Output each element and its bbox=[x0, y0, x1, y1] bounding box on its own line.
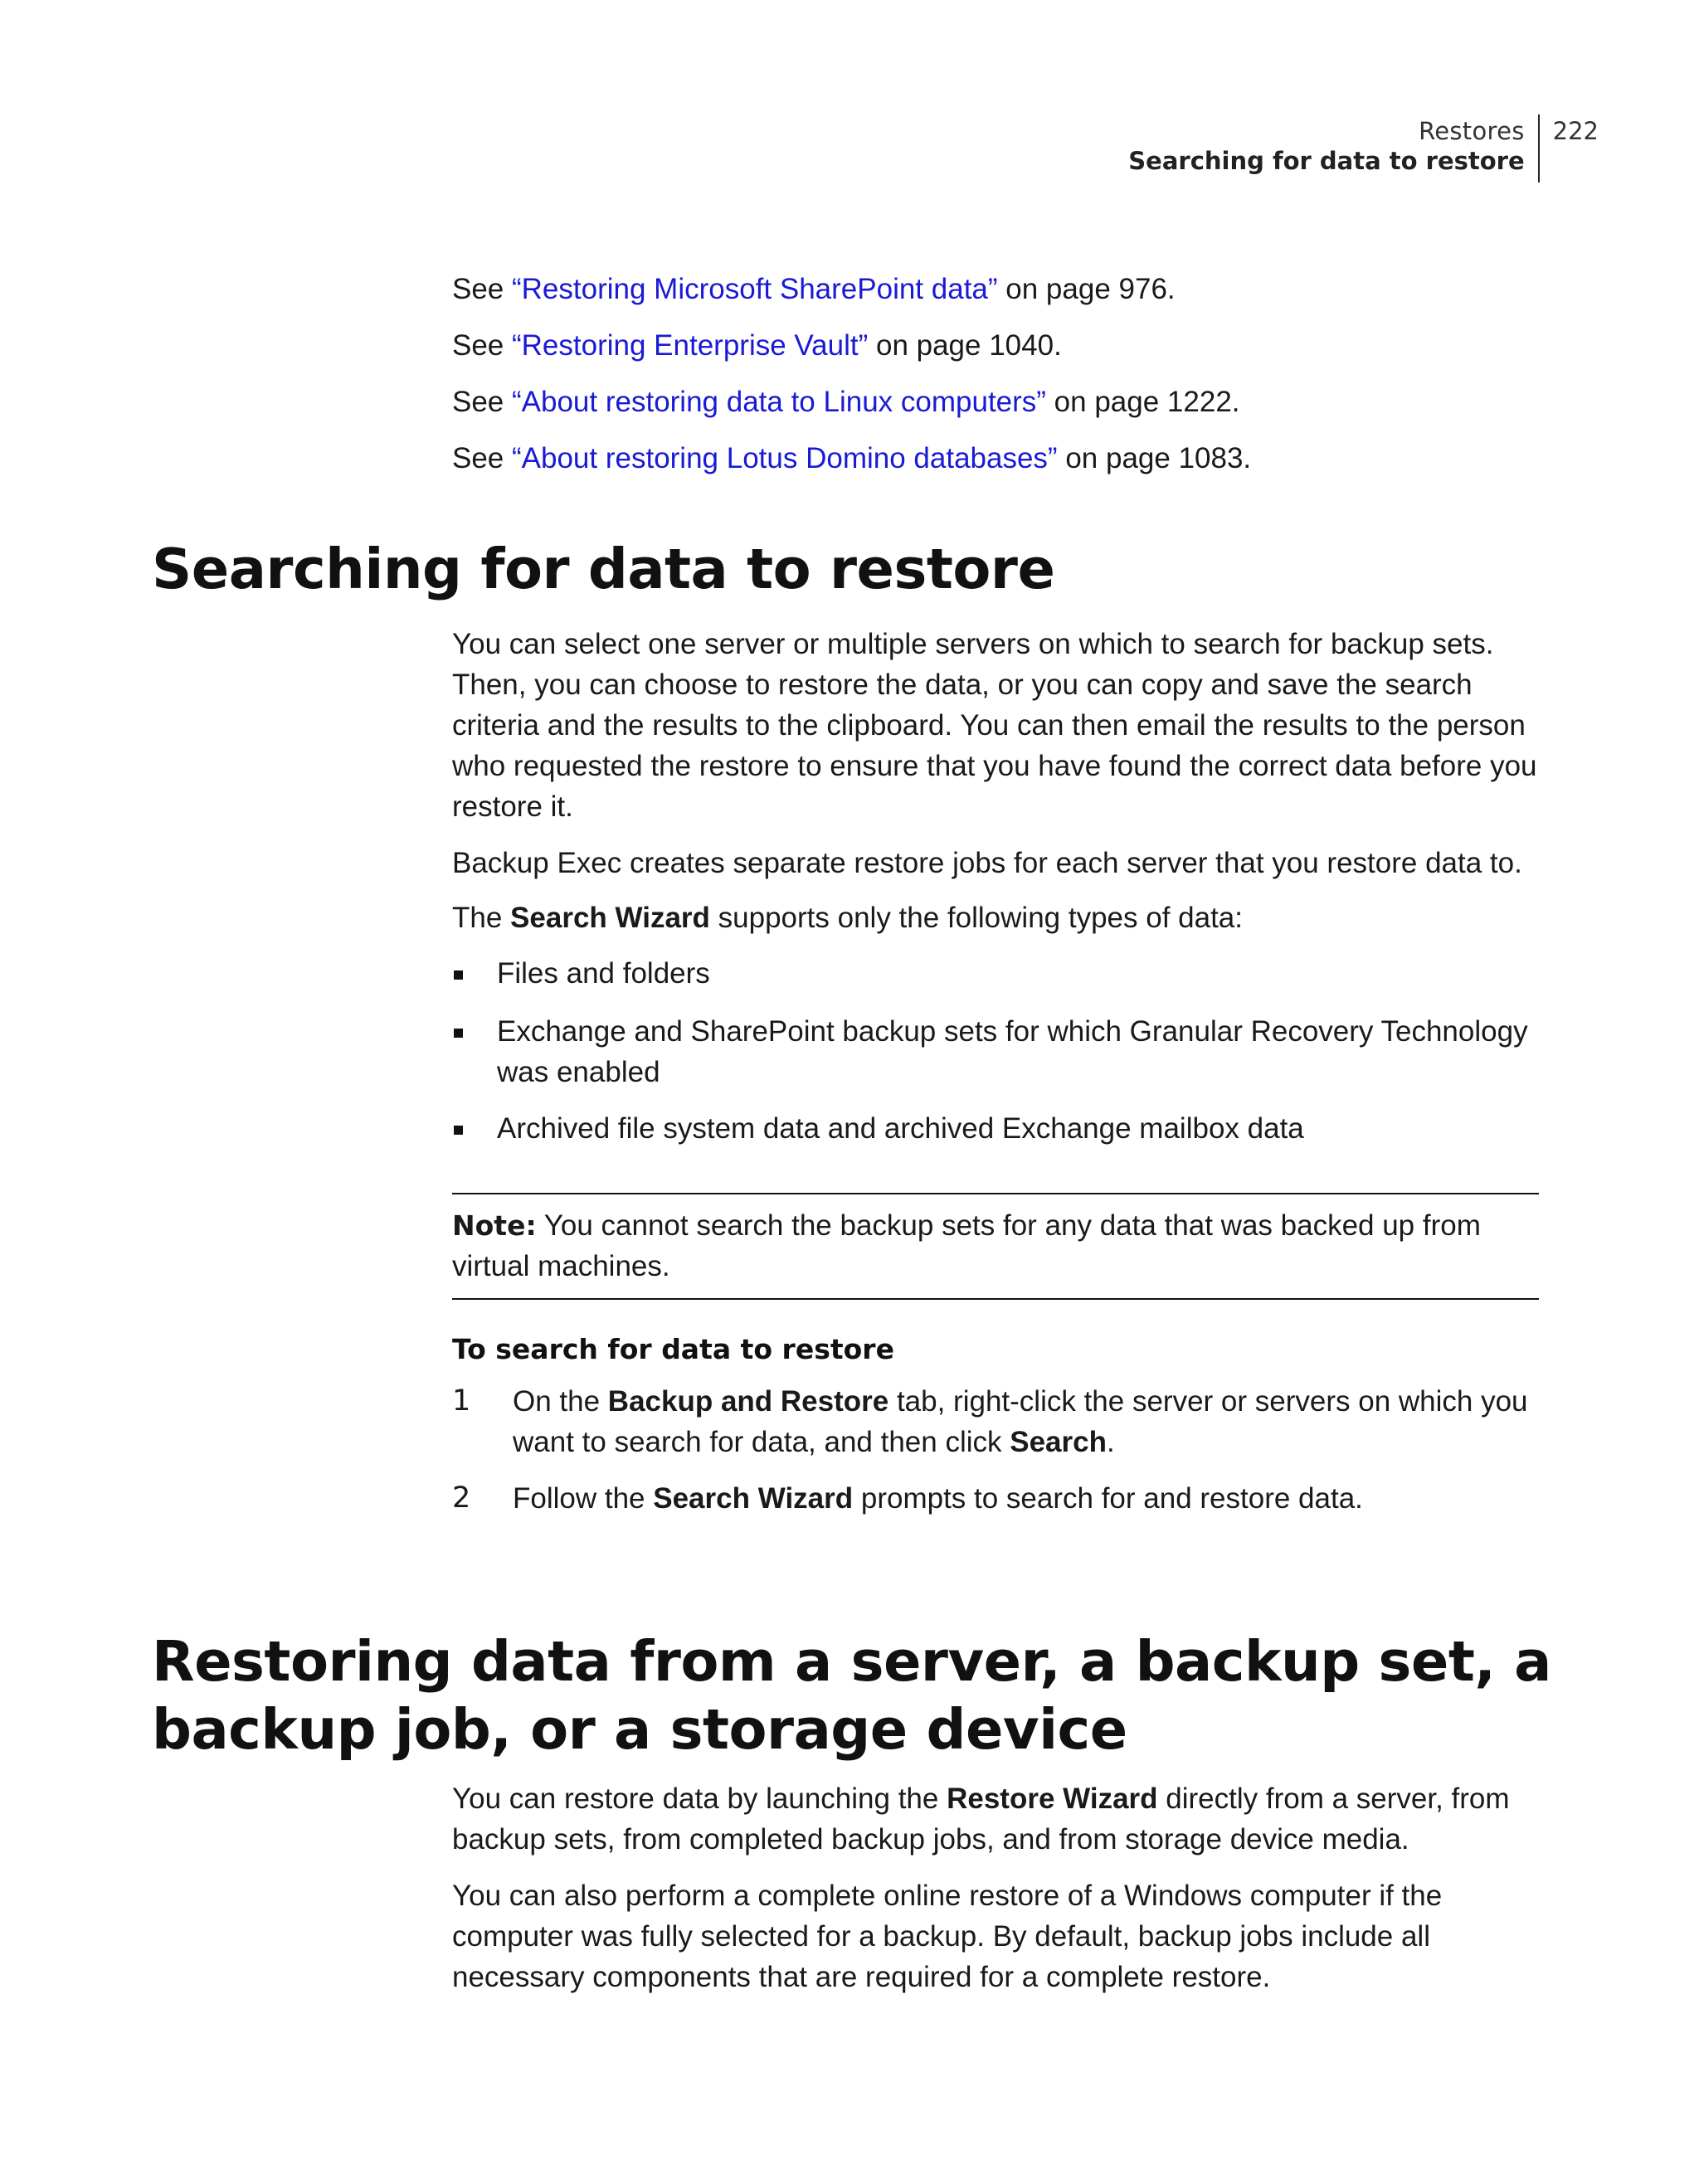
list-item bbox=[452, 1108, 1539, 1149]
ui-term: Backup and Restore bbox=[607, 1385, 889, 1418]
text-run: prompts to search for and restore data. bbox=[853, 1482, 1363, 1515]
text-run: The bbox=[452, 902, 511, 934]
step-item bbox=[452, 1381, 1539, 1462]
see-prefix: See bbox=[452, 442, 512, 474]
text-run: Follow the bbox=[513, 1482, 654, 1515]
running-header bbox=[1128, 114, 1599, 182]
list-item bbox=[452, 953, 1539, 994]
see-prefix: See bbox=[452, 273, 512, 305]
see-prefix: See bbox=[452, 329, 512, 362]
see-also-item bbox=[452, 269, 1539, 309]
section1-body bbox=[452, 624, 1539, 1519]
header-section: Restores bbox=[1419, 117, 1525, 145]
text-run: directly from a server, from backup sets, from completed backup jobs, and from storage device media. bbox=[452, 1783, 1510, 1856]
ui-term: Restore Wizard bbox=[947, 1783, 1158, 1815]
see-suffix: on page 1040. bbox=[868, 329, 1062, 362]
bullet-icon bbox=[454, 1126, 463, 1135]
bullet-icon bbox=[454, 1029, 463, 1038]
section-heading-restore: Restoring data from a server, a backup set, a backup job, or a storage device bbox=[152, 1629, 1551, 1762]
ui-term: Search Wizard bbox=[510, 902, 710, 934]
note-label: Note: bbox=[452, 1209, 537, 1242]
see-also-item bbox=[452, 382, 1539, 422]
paragraph: You can also perform a complete online restore of a Windows computer if the computer was fully selected for a backup. By default, backup jobs include all necessary components that are required for a complete restore. bbox=[452, 1880, 1443, 1993]
text-run: You can restore data by launching the bbox=[452, 1783, 947, 1815]
note-box bbox=[452, 1193, 1539, 1300]
xref-link-lotus-domino[interactable]: “About restoring Lotus Domino databases” bbox=[512, 442, 1058, 474]
text-run: tab, right-click the server or servers on which you want to search for data, and then click bbox=[513, 1385, 1528, 1458]
paragraph: Backup Exec creates separate restore jobs for each server that you restore data to. bbox=[452, 847, 1522, 879]
list-item bbox=[452, 1011, 1539, 1092]
text-run: . bbox=[1106, 1426, 1115, 1458]
ui-term: Search bbox=[1010, 1426, 1107, 1458]
see-also-item bbox=[452, 325, 1539, 366]
step-number: 2 bbox=[452, 1481, 471, 1515]
paragraph bbox=[452, 1778, 1539, 1860]
text-run: On the bbox=[513, 1385, 608, 1418]
bullet-icon bbox=[454, 970, 463, 980]
list-item-text: Files and folders bbox=[497, 957, 710, 990]
header-subsection: Searching for data to restore bbox=[1128, 147, 1525, 175]
see-suffix: on page 976. bbox=[997, 273, 1176, 305]
step-item bbox=[452, 1478, 1539, 1519]
see-suffix: on page 1083. bbox=[1057, 442, 1252, 474]
note-text bbox=[452, 1205, 1539, 1287]
page-number: 222 bbox=[1552, 117, 1599, 145]
header-titles bbox=[1128, 114, 1539, 182]
section-heading-search: Searching for data to restore bbox=[152, 537, 1055, 601]
procedure-steps bbox=[452, 1381, 1539, 1519]
text-run: supports only the following types of data: bbox=[709, 902, 1243, 934]
procedure-title: To search for data to restore bbox=[452, 1333, 894, 1365]
step-number: 1 bbox=[452, 1384, 471, 1418]
see-suffix: on page 1222. bbox=[1045, 386, 1240, 418]
see-also-list bbox=[452, 269, 1539, 494]
note-body: You cannot search the backup sets for any data that was backed up from virtual machines. bbox=[452, 1209, 1481, 1282]
paragraph: You can select one server or multiple servers on which to search for backup sets. Then, you can choose to restore the data, or you can copy and save the search criteria and the results to the clipboard. You can then email the results to the person who requested the restore to ensure that you have found the correct data before you restore it. bbox=[452, 628, 1537, 823]
xref-link-linux[interactable]: “About restoring data to Linux computers” bbox=[512, 386, 1046, 418]
paragraph bbox=[452, 897, 1539, 938]
list-item-text: Archived file system data and archived Exchange mailbox data bbox=[497, 1112, 1304, 1145]
bullet-list bbox=[452, 953, 1539, 1149]
section2-body bbox=[452, 1778, 1539, 1997]
see-prefix: See bbox=[452, 386, 512, 418]
ui-term: Search Wizard bbox=[653, 1482, 854, 1515]
list-item-text: Exchange and SharePoint backup sets for which Granular Recovery Technology was enabled bbox=[497, 1015, 1528, 1088]
see-also-item bbox=[452, 438, 1539, 479]
xref-link-sharepoint[interactable]: “Restoring Microsoft SharePoint data” bbox=[512, 273, 998, 305]
xref-link-enterprise-vault[interactable]: “Restoring Enterprise Vault” bbox=[512, 329, 869, 362]
